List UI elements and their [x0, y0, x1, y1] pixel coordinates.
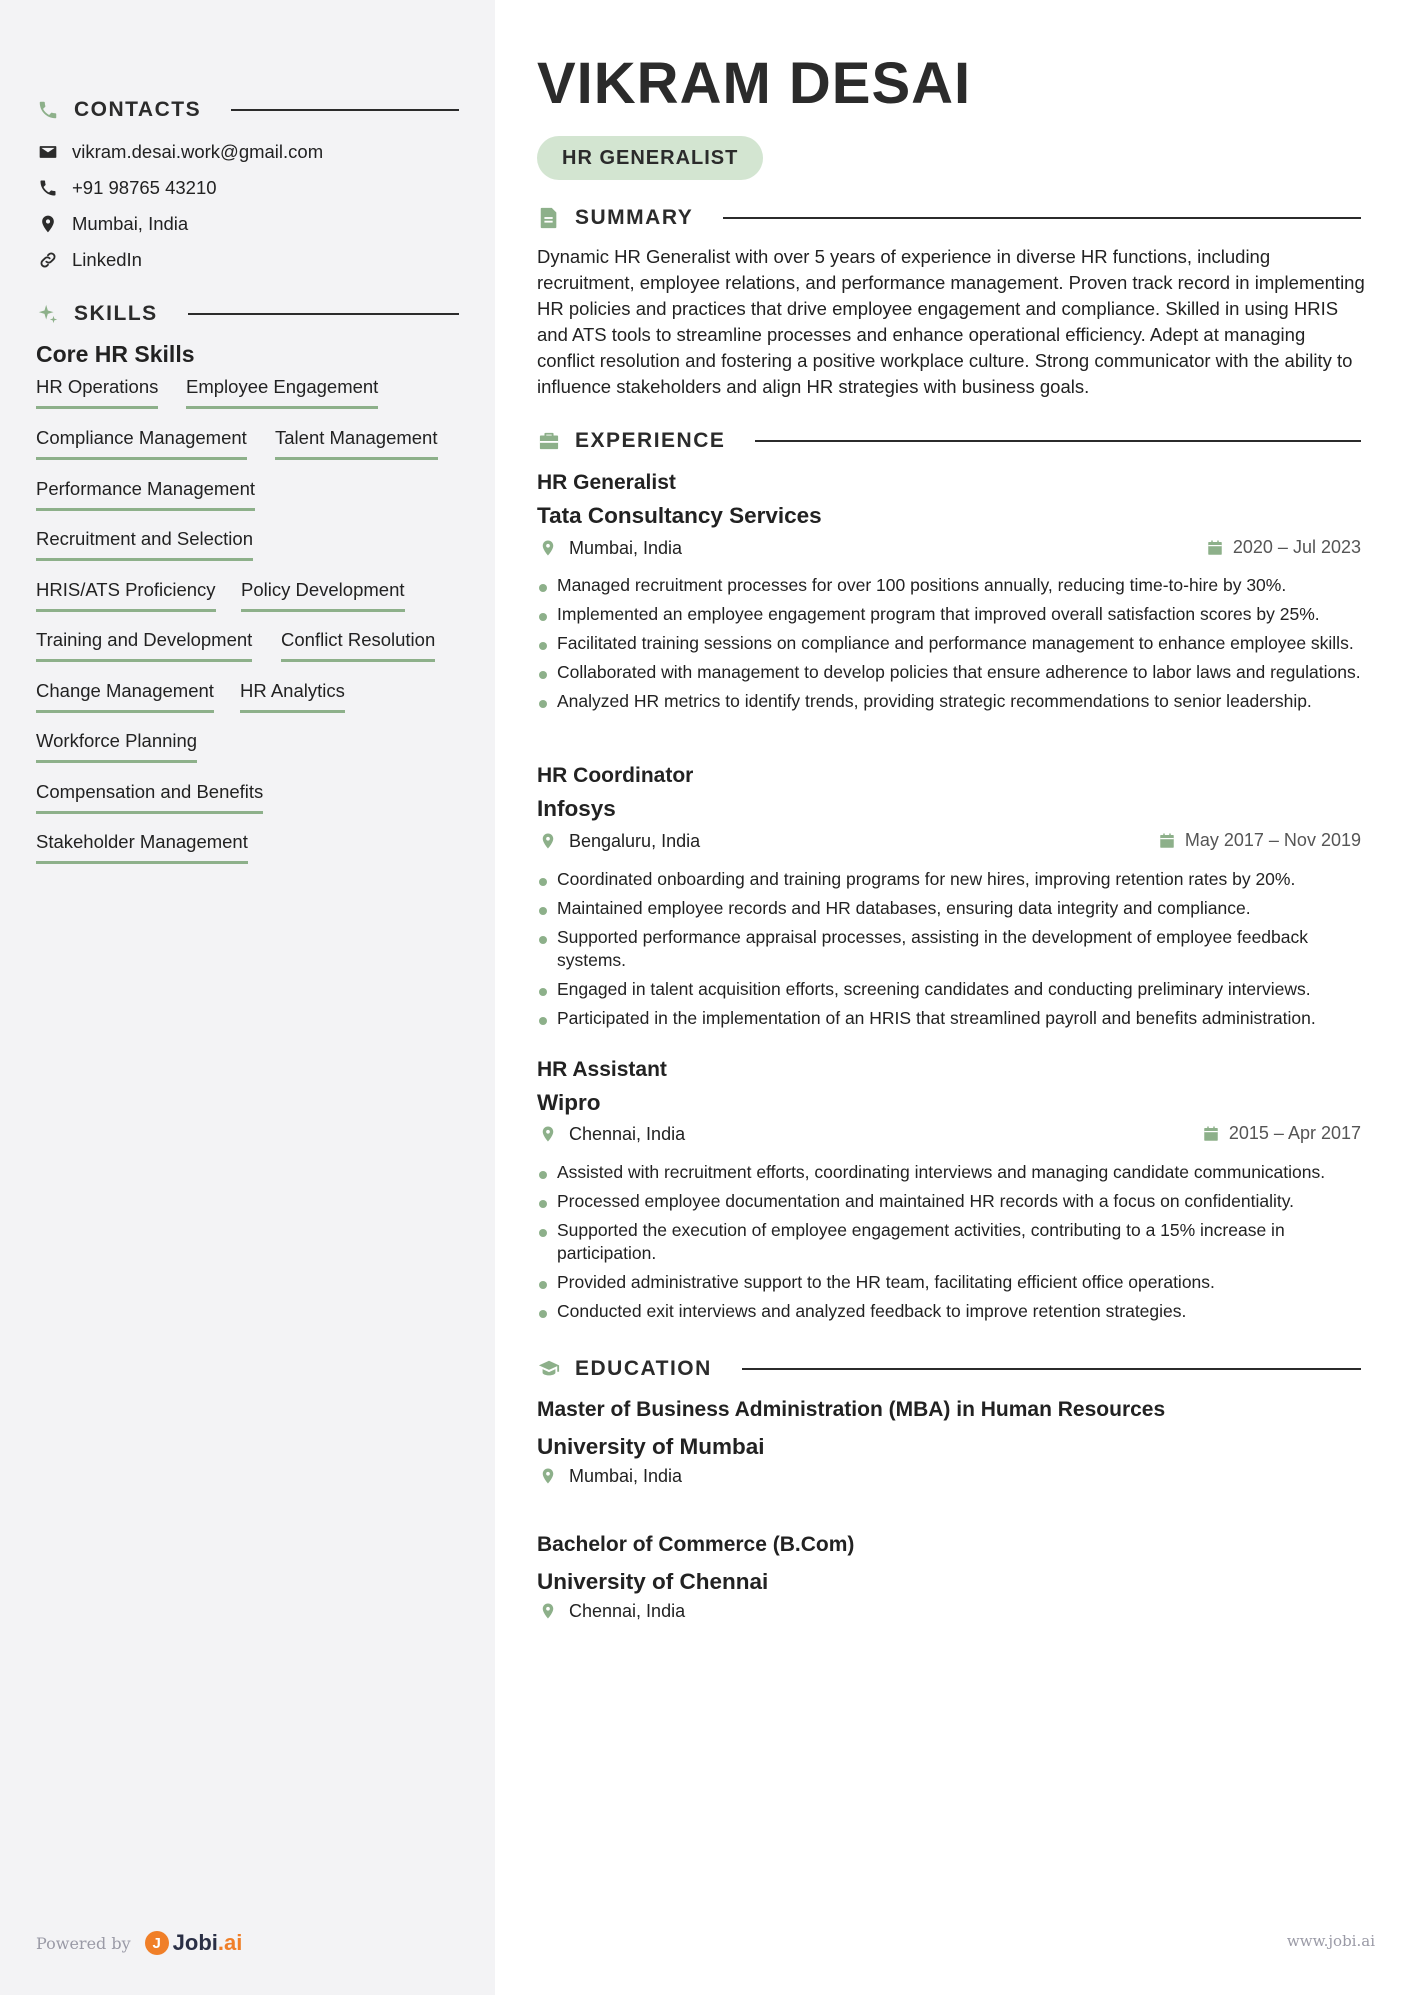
phone-text: +91 98765 43210 [72, 177, 217, 198]
email-text: vikram.desai.work@gmail.com [72, 141, 324, 162]
sidebar [0, 0, 495, 1995]
degree-title: Bachelor of Commerce (B.Com) [537, 1533, 855, 1556]
dates-text: 2020 – Jul 2023 [1232, 537, 1361, 557]
list-item: Processed employee documentation and maintained HR records with a focus on confidentiality. [537, 1190, 1367, 1213]
skill-chip: Stakeholder Management [36, 831, 248, 864]
skill-chip: HR Operations [36, 376, 158, 409]
list-item: Analyzed HR metrics to identify trends, providing strategic recommendations to senior leadership. [537, 690, 1367, 713]
skill-chip: Policy Development [241, 579, 405, 612]
contacts-header [36, 98, 459, 122]
skill-chip: HRIS/ATS Proficiency [36, 579, 216, 612]
contact-email[interactable] [36, 140, 323, 164]
education-title: EDUCATION [575, 1357, 712, 1380]
job-dates [1205, 537, 1361, 558]
company-name: Wipro [537, 1090, 601, 1115]
contact-linkedin[interactable] [36, 248, 142, 272]
school-location [537, 1465, 682, 1487]
section-divider [742, 1368, 1361, 1370]
list-item: Engaged in talent acquisition efforts, screening candidates and conducting preliminary interviews. [537, 978, 1367, 1001]
list-item: Implemented an employee engagement program that improved overall satisfaction scores by 25%. [537, 603, 1367, 626]
list-item: Collaborated with management to develop policies that ensure adherence to labor laws and regulations. [537, 661, 1367, 684]
briefcase-icon [537, 429, 561, 453]
skills-title: SKILLS [74, 302, 158, 325]
company-name: Tata Consultancy Services [537, 503, 822, 528]
section-divider [188, 313, 459, 315]
phone-icon [36, 98, 60, 122]
job-title: HR Generalist [537, 471, 676, 494]
location-text: Chennai, India [569, 1600, 686, 1621]
location-pin-icon [36, 212, 60, 236]
degree-title: Master of Business Administration (MBA) in Human Resources [537, 1398, 1166, 1421]
summary-title: SUMMARY [575, 206, 694, 229]
skill-chip: Compliance Management [36, 427, 247, 460]
envelope-icon [36, 140, 60, 164]
job-title: HR Assistant [537, 1058, 667, 1081]
location-pin-icon [537, 830, 559, 852]
skill-chip: Talent Management [275, 427, 438, 460]
contact-phone[interactable] [36, 176, 217, 200]
graduation-cap-icon [537, 1357, 561, 1381]
job-location [537, 830, 700, 852]
dates-text: May 2017 – Nov 2019 [1184, 830, 1361, 850]
contacts-title: CONTACTS [74, 98, 202, 121]
list-item: Facilitated training sessions on compliance and performance management to enhance employee skills. [537, 632, 1367, 655]
school-name: University of Mumbai [537, 1434, 765, 1459]
calendar-icon [1201, 1124, 1221, 1144]
section-divider [723, 217, 1361, 219]
skill-chip: Change Management [36, 680, 214, 713]
role-badge: HR GENERALIST [537, 136, 763, 180]
skills-header [36, 302, 459, 326]
list-item: Managed recruitment processes for over 100 positions annually, reducing time-to-hire by 30%. [537, 574, 1367, 597]
skill-chip: Conflict Resolution [281, 629, 435, 662]
location-text: Mumbai, India [569, 1465, 683, 1486]
jobi-logo[interactable] [145, 1930, 243, 1956]
job-dates [1157, 830, 1361, 851]
section-divider [231, 109, 459, 111]
skill-chip: Workforce Planning [36, 730, 197, 763]
list-item: Provided administrative support to the HR team, facilitating efficient office operations. [537, 1271, 1367, 1294]
link-icon [36, 248, 60, 272]
list-item: Coordinated onboarding and training programs for new hires, improving retention rates by 20%. [537, 868, 1367, 891]
job-bullets [537, 574, 1367, 719]
candidate-name: VIKRAM DESAI [537, 51, 972, 116]
skill-chip: Employee Engagement [186, 376, 378, 409]
calendar-icon [1157, 831, 1177, 851]
site-link[interactable]: www.jobi.ai [1286, 1932, 1375, 1950]
skill-chip: Compensation and Benefits [36, 781, 263, 814]
summary-header [537, 206, 1361, 230]
sparkle-icon [36, 302, 60, 326]
location-text: Mumbai, India [72, 213, 189, 234]
brand-prefix: Jobi [172, 1930, 218, 1955]
phone-icon [36, 176, 60, 200]
job-location [537, 537, 682, 559]
location-text: Bengaluru, India [569, 830, 701, 851]
skills-subtitle: Core HR Skills [36, 341, 195, 367]
jobi-logo-icon: J [145, 1931, 169, 1955]
calendar-icon [1205, 538, 1225, 558]
skill-chip: Training and Development [36, 629, 252, 662]
list-item: Assisted with recruitment efforts, coordinating interviews and managing candidate communications. [537, 1161, 1367, 1184]
job-dates [1201, 1123, 1361, 1144]
experience-title: EXPERIENCE [575, 429, 726, 452]
powered-by [36, 1930, 242, 1956]
education-header [537, 1357, 1361, 1381]
list-item: Participated in the implementation of an HRIS that streamlined payroll and benefits administration. [537, 1007, 1367, 1030]
list-item: Conducted exit interviews and analyzed feedback to improve retention strategies. [537, 1300, 1367, 1323]
list-item: Maintained employee records and HR databases, ensuring data integrity and compliance. [537, 897, 1367, 920]
brand-suffix: .ai [217, 1930, 243, 1955]
document-icon [537, 206, 561, 230]
list-item: Supported performance appraisal processes, assisting in the development of employee feedback systems. [537, 926, 1367, 972]
main-content [495, 0, 1411, 1995]
location-pin-icon [537, 1600, 559, 1622]
skill-chip: Recruitment and Selection [36, 528, 253, 561]
dates-text: 2015 – Apr 2017 [1228, 1123, 1361, 1143]
job-title: HR Coordinator [537, 764, 694, 787]
location-text: Mumbai, India [569, 537, 683, 558]
skill-chip: Performance Management [36, 478, 255, 511]
list-item: Supported the execution of employee engagement activities, contributing to a 15% increase in participation. [537, 1219, 1367, 1265]
school-location [537, 1600, 685, 1622]
job-bullets [537, 868, 1367, 1036]
location-pin-icon [537, 1123, 559, 1145]
location-pin-icon [537, 1465, 559, 1487]
skill-chip: HR Analytics [240, 680, 345, 713]
summary-text: Dynamic HR Generalist with over 5 years of experience in diverse HR functions, including recruitment, employee relations, and performance management. Proven track record in implementing HR policies and practices that drive employee engagement and compliance. Skilled in using HRIS and ATS tools to streamline processes and enhance operational efficiency. Adept at managing conflict resolution and fostering a positive workplace culture. Strong communicator with the ability to influence stakeholders and align HR strategies with business goals. [537, 246, 1365, 397]
contact-location [36, 212, 188, 236]
job-bullets [537, 1161, 1367, 1329]
location-pin-icon [537, 537, 559, 559]
school-name: University of Chennai [537, 1569, 769, 1594]
job-location [537, 1123, 685, 1145]
company-name: Infosys [537, 796, 616, 821]
experience-header [537, 429, 1361, 453]
section-divider [755, 440, 1361, 442]
powered-by-text: Powered by [36, 1933, 131, 1953]
location-text: Chennai, India [569, 1123, 686, 1144]
linkedin-link: LinkedIn [72, 249, 142, 270]
